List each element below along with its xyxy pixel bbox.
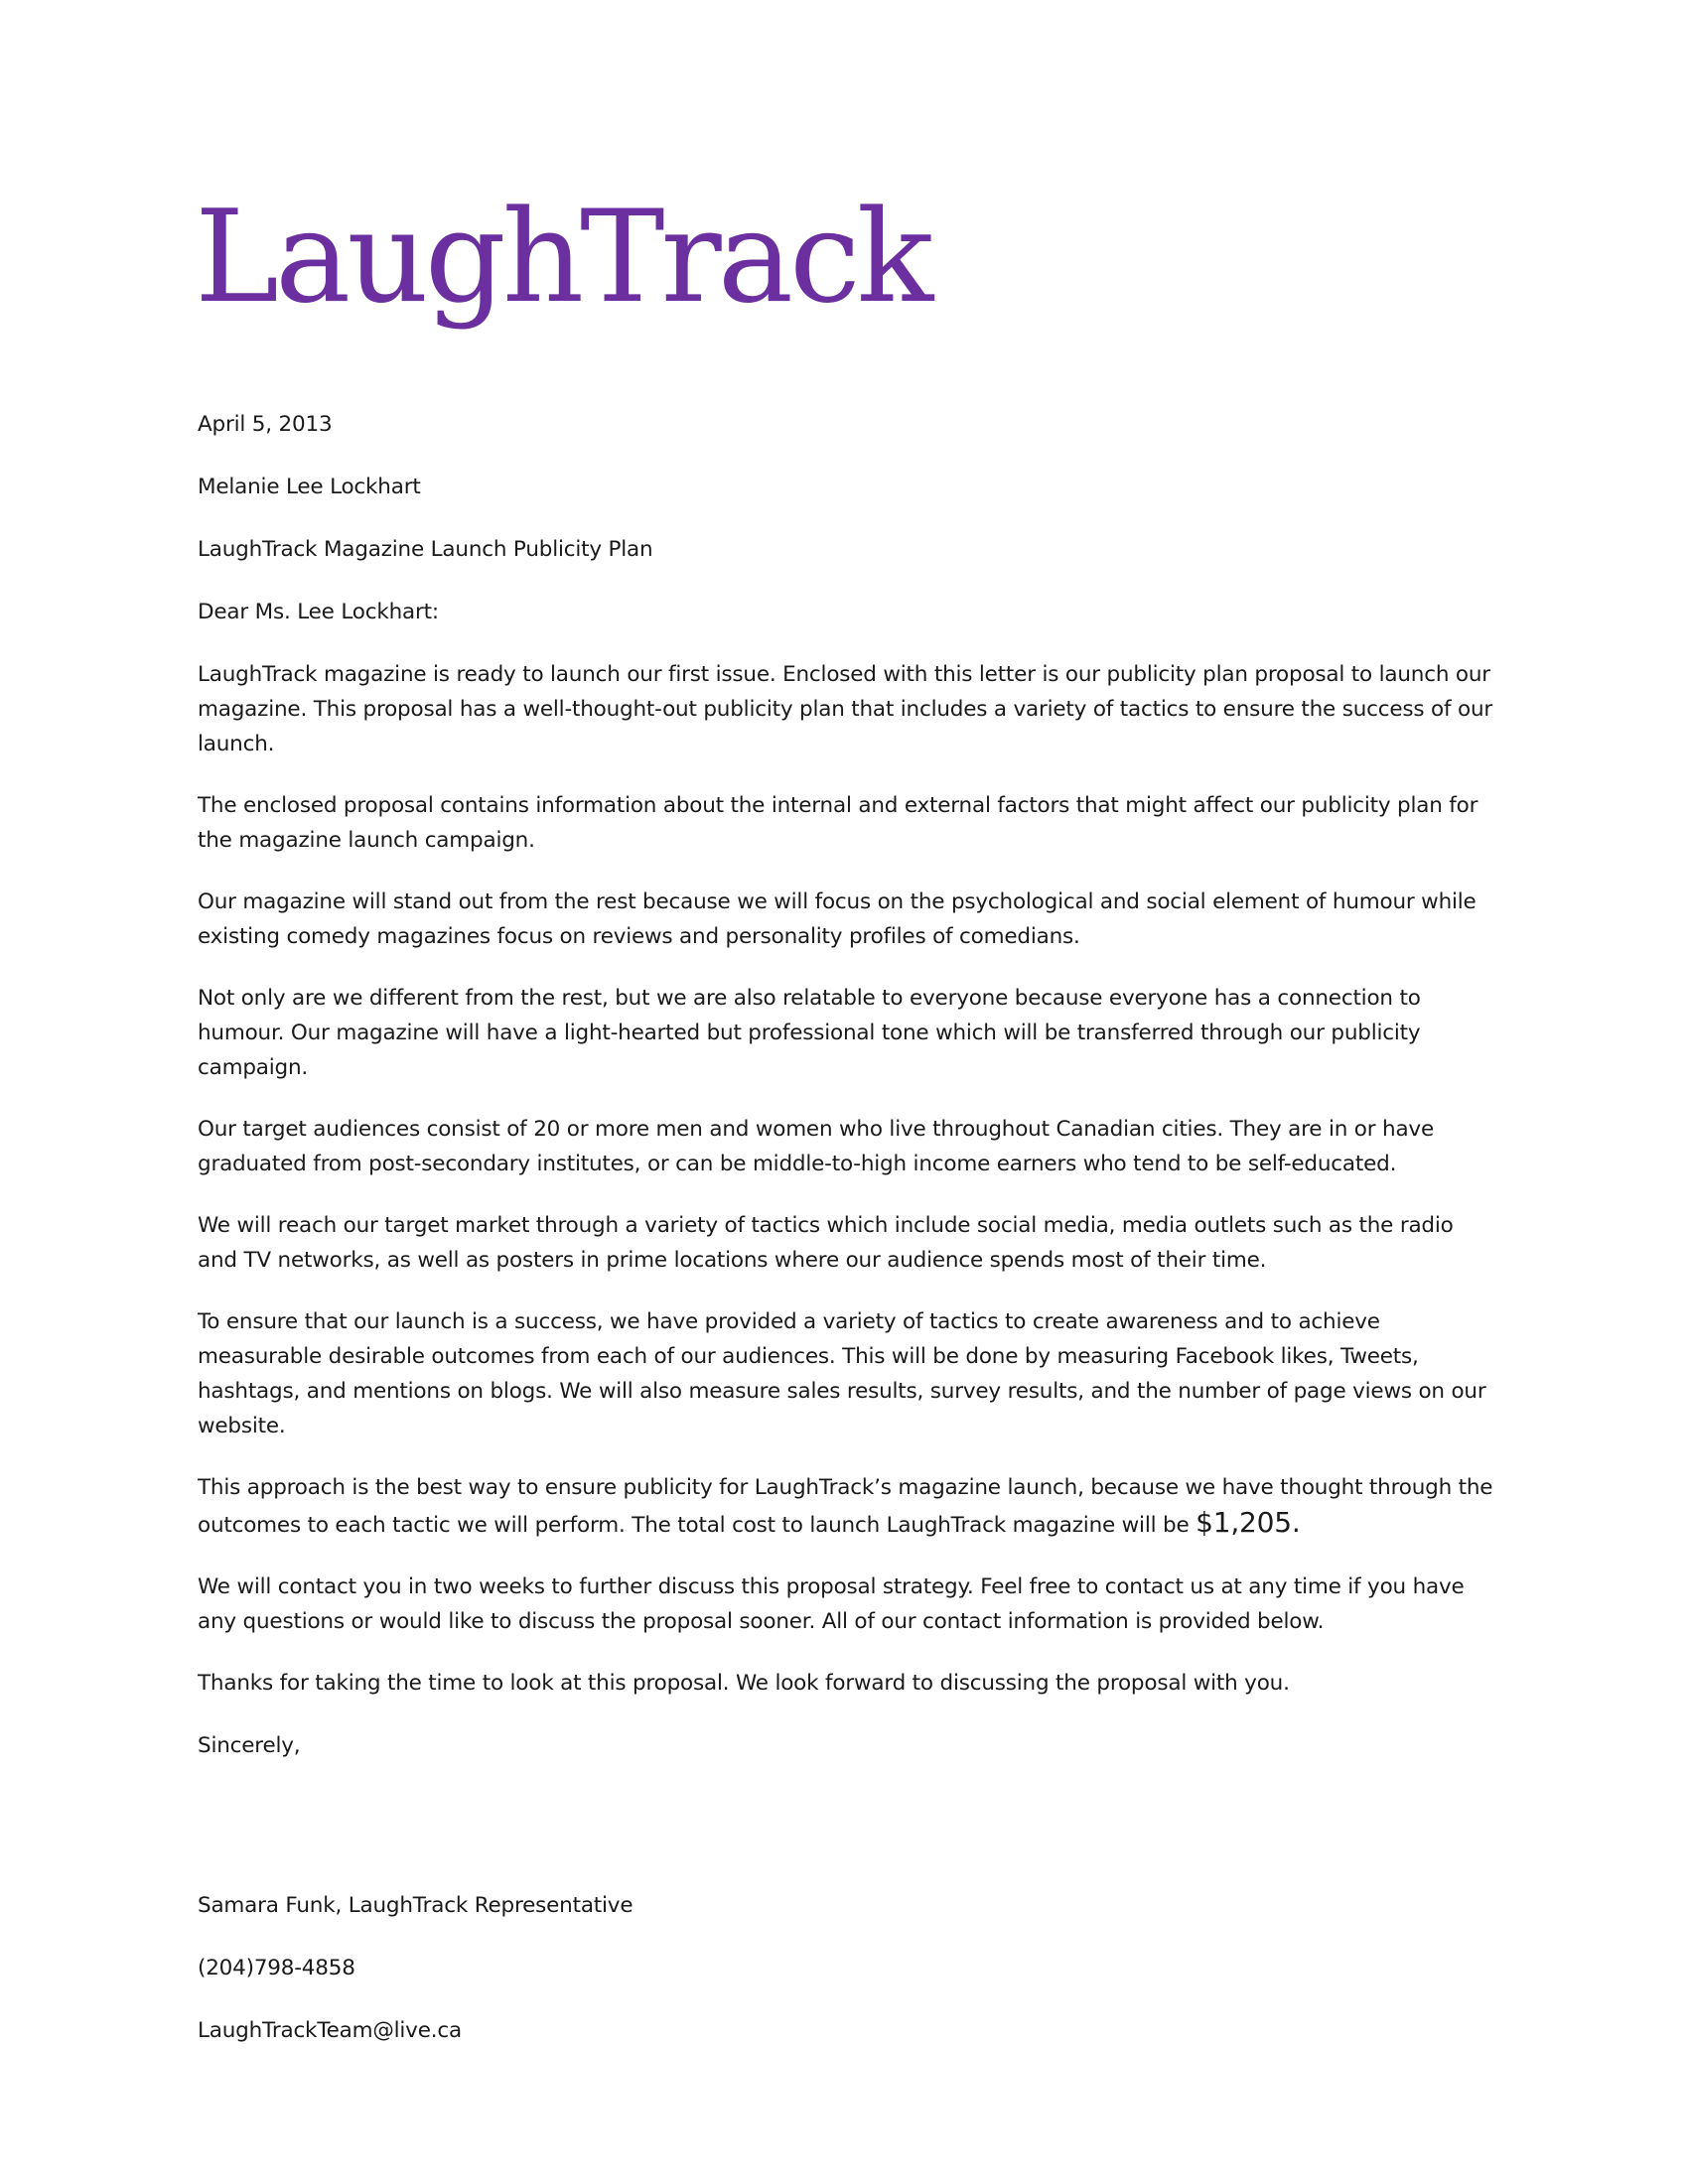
body-paragraph-measurement: To ensure that our launch is a success, we have provided a variety of tactics to create awareness and to achieve measurable desirable outcomes from each of our audiences. This will be done by measuring Facebook likes, Tweets, hashtags, and mentions on blogs. We will also measure sales results, survey results, and the number of page views on our website.: [198, 1309, 1486, 1438]
body-paragraph-relatable: Not only are we different from the rest, but we are also relatable to everyone because everyone has a connection to humour. Our magazine will have a light-hearted but professional tone which will be transferred through our publicity campaign.: [198, 986, 1421, 1080]
signature-name: Samara Funk, LaughTrack Representative: [198, 1893, 633, 1918]
phone-number: (204)798-4858: [198, 1956, 355, 1980]
cost-paragraph-text: This approach is the best way to ensure publicity for LaughTrack’s magazine launch, because we have thought through the outcomes to each tactic we will perform. The total cost to launch LaughTrack magazine will be: [198, 1475, 1493, 1538]
letter-date: April 5, 2013: [198, 412, 333, 437]
letter-subject: LaughTrack Magazine Launch Publicity Plan: [198, 537, 653, 562]
body-paragraph-audience: Our target audiences consist of 20 or more men and women who live throughout Canadian cities. They are in or have graduated from post-secondary institutes, or can be middle-to-high income earners who tend to be self-educated.: [198, 1117, 1434, 1176]
body-paragraph-follow-up: We will contact you in two weeks to further discuss this proposal strategy. Feel free to contact us at any time if you have any questions or would like to discuss the proposal sooner. All of our contact information is provided below.: [198, 1574, 1465, 1634]
body-paragraph-tactics: We will reach our target market through a variety of tactics which include social media, media outlets such as the radio and TV networks, as well as posters in prime locations where our audience spends most of their time.: [198, 1213, 1454, 1273]
email-address: LaughTrackTeam@live.ca: [198, 2018, 462, 2043]
signature-space: [198, 1791, 1498, 1888]
salutation: Dear Ms. Lee Lockhart:: [198, 600, 439, 624]
launch-cost-amount: $1,205.: [1196, 1506, 1301, 1539]
body-paragraph-thanks: Thanks for taking the time to look at this proposal. We look forward to discussing the proposal with you.: [198, 1671, 1290, 1696]
closing: Sincerely,: [198, 1733, 301, 1758]
laughtrack-logo: LaughTrack: [195, 184, 930, 332]
body-paragraph-launch: LaughTrack magazine is ready to launch our first issue. Enclosed with this letter is our publicity plan proposal to launch our magazine. This proposal has a well-thought-out publicity plan that includes a variety of tactics to ensure the success of our launch.: [198, 662, 1493, 756]
body-paragraph-factors: The enclosed proposal contains information about the internal and external factors that might affect our publicity plan for the magazine launch campaign.: [198, 793, 1478, 853]
body-paragraph-difference: Our magazine will stand out from the rest because we will focus on the psychological and social element of humour while existing comedy magazines focus on reviews and personality profiles of comedians.: [198, 889, 1477, 949]
body-paragraph-cost: [198, 1470, 1498, 1543]
letter-body: [198, 407, 1498, 2076]
recipient-name: Melanie Lee Lockhart: [198, 475, 421, 499]
